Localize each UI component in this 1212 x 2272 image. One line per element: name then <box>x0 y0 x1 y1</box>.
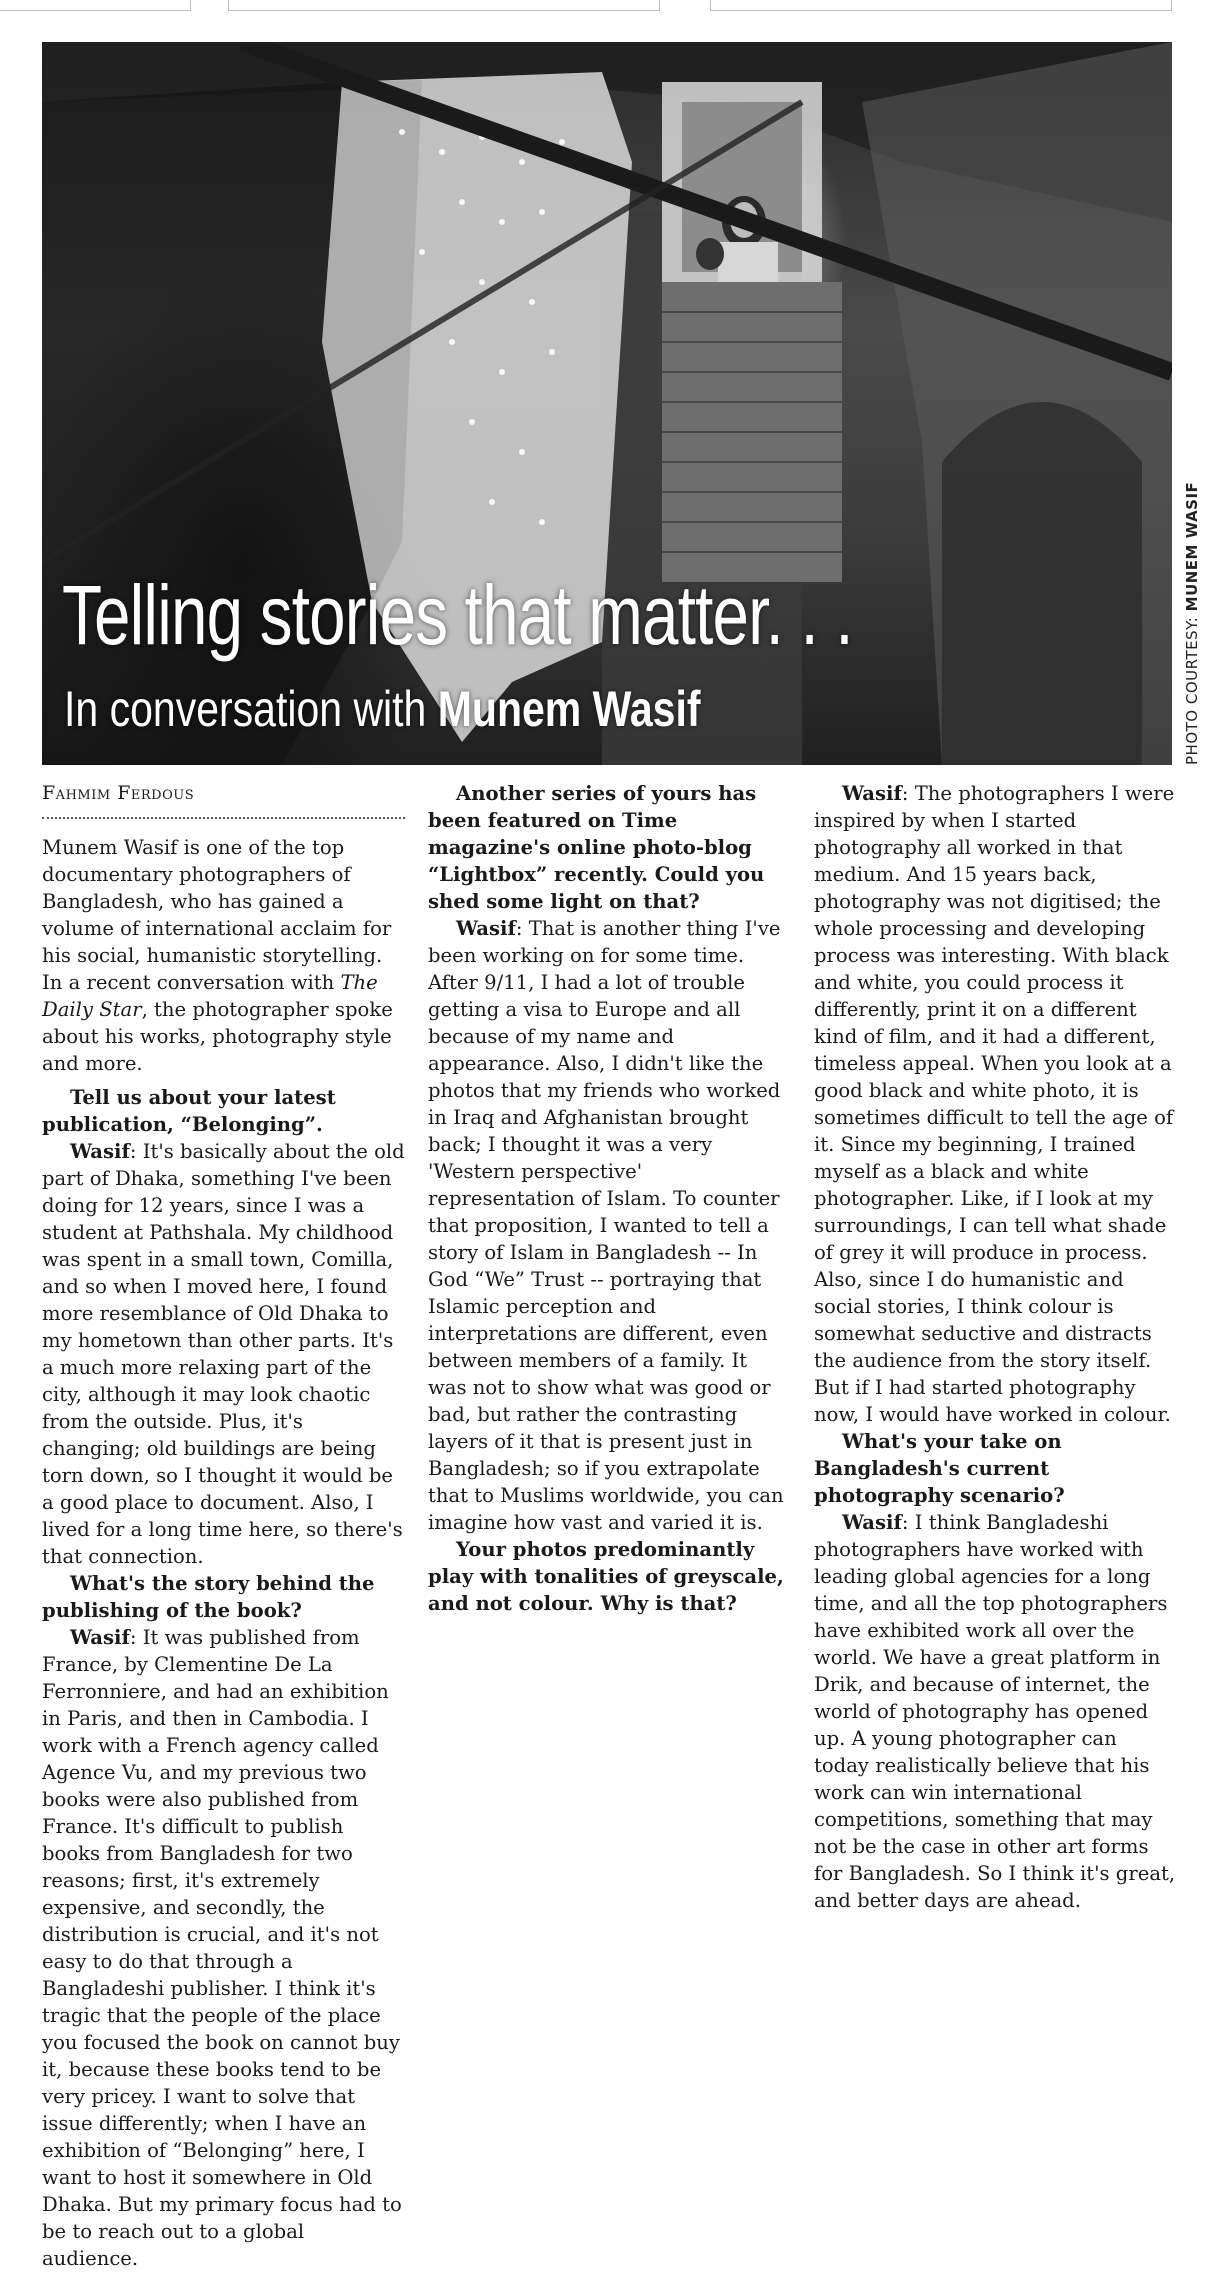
answer-3-text: : That is another thing I've been working on for some time. After 9/11, I had a lot of trouble getting a visa to Europe and all because of my name and appearance. Also, I didn't like the photos that my friends who worked in Iraq and Afghanistan brought back; I thought it was a very 'Western perspective' representation of Islam. To counter that proposition, I wanted to tell a story of Islam in Bangladesh -- In God “We” Trust -- portraying that Islamic perception and interpretations are different, even between members of a family. It was not to show what was good or bad, but rather the contrasting layers of it that is present just in Bangladesh; so if you extrapolate that to Muslims worldwide, you can imagine how vast and varied it is. <box>428 917 784 1534</box>
answer-3 <box>428 915 791 1536</box>
speaker-name: Wasif <box>456 917 516 940</box>
question-1: Tell us about your latest publication, “Belonging”. <box>42 1086 336 1136</box>
byline: Fahmim Ferdous <box>42 782 195 804</box>
hero-photo <box>42 42 1172 765</box>
photo-credit <box>1183 482 1201 765</box>
headline-title: Telling stories that matter. . . <box>62 568 853 662</box>
answer-1-text: : It's basically about the old part of Dhaka, something I've been doing for 12 years, since I was a student at Pathshala. My childhood was spent in a small town, Comilla, and so when I moved here, I found more resemblance of Old Dhaka to my hometown than other parts. It's a much more relaxing part of the city, although it may look chaotic from the outside. Plus, it's changing; old buildings are being torn down, so I thought it would be a good place to document. Also, I lived for a long time here, so there's that connection. <box>42 1140 405 1568</box>
page-edge-left <box>0 0 191 11</box>
speaker-name: Wasif <box>70 1140 130 1163</box>
page-edge-mid <box>228 0 660 11</box>
question-3: Another series of yours has been featured on Time magazine's online photo-blog “Lightbox” recently. Could you shed some light on that? <box>428 782 765 913</box>
answer-5-text: : I think Bangladeshi photographers have worked with leading global agencies for a long time, and all the top photographers have exhibited work all over the world. We have a great platform in Drik, and because of internet, the world of photography has opened up. A young photographer can today realistically believe that his work can win international competitions, something that may not be the case in other art forms for Bangladesh. So I think it's great, and better days are ahead. <box>814 1511 1176 1912</box>
answer-5 <box>814 1509 1177 1914</box>
answer-1 <box>42 1138 405 1570</box>
question-5: What's your take on Bangladesh's current photography scenario? <box>814 1430 1065 1507</box>
question-2: What's the story behind the publishing of the book? <box>42 1572 375 1622</box>
headline-subtitle <box>64 680 802 738</box>
article-column-3 <box>814 780 1177 1914</box>
photo-credit-name: MUNEM WASIF <box>1183 481 1201 612</box>
intro-publication: The Daily Star <box>42 971 378 1021</box>
intro-text-a: Munem Wasif is one of the top documentary photographers of Bangladesh, who has gained a volume of international acclaim for his social, humanistic storytelling. In a recent conversation with <box>42 836 392 994</box>
subtitle-prefix: In conversation with <box>64 681 427 737</box>
speaker-name: Wasif <box>70 1626 130 1649</box>
photo-credit-label: PHOTO COURTESY: <box>1183 616 1201 765</box>
answer-4 <box>814 780 1177 1428</box>
article-column-1 <box>42 780 405 2272</box>
speaker-name: Wasif <box>842 1511 902 1534</box>
answer-2-start <box>42 1624 405 2272</box>
question-4: Your photos predominantly play with tonalities of greyscale, and not colour. Why is that? <box>428 1538 784 1615</box>
byline-divider <box>42 817 405 819</box>
intro-paragraph <box>42 834 405 1077</box>
page-edge-right <box>710 0 1172 11</box>
article-column-2 <box>428 780 791 1617</box>
answer-4-text: : The photographers I were inspired by when I started photography all worked in that medium. And 15 years back, photography was not digitised; the whole processing and developing process was interesting. With black and white, you could process it differently, print it on a different kind of film, and it had a different, timeless appeal. When you look at a good black and white photo, it is sometimes difficult to tell the age of it. Since my beginning, I trained myself as a black and white photographer. Like, if I look at my surroundings, I can tell what shade of grey it will produce in process. Also, since I do humanistic and social stories, I think colour is somewhat seductive and distracts the audience from the story itself. But if I had started photography now, I would have worked in colour. <box>814 782 1175 1426</box>
answer-2-text: : It was published from France, by Clementine De La Ferronniere, and had an exhibition in Paris, and then in Cambodia. I work with a French agency called Agence Vu, and my previous two books were also published from France. It's difficult to publish books from Bangladesh for two reasons; first, it's extremely expensive, and secondly, the distribution is crucial, and it's not easy to do that through a Bangladeshi publisher. I think it's tragic that the people of the place you focused the book on cannot buy it, because these books tend to be very pricey. I want to solve that issue differently; when I have an exhibition of “Belonging” here, I want to host it somewhere in Old Dhaka. But my primary focus had to be to reach out to a global audience. <box>42 1626 402 2270</box>
intro-text-b: , the photographer spoke about his works, photography style and more. <box>42 998 393 1075</box>
speaker-name: Wasif <box>842 782 902 805</box>
subtitle-name: Munem Wasif <box>437 681 701 737</box>
